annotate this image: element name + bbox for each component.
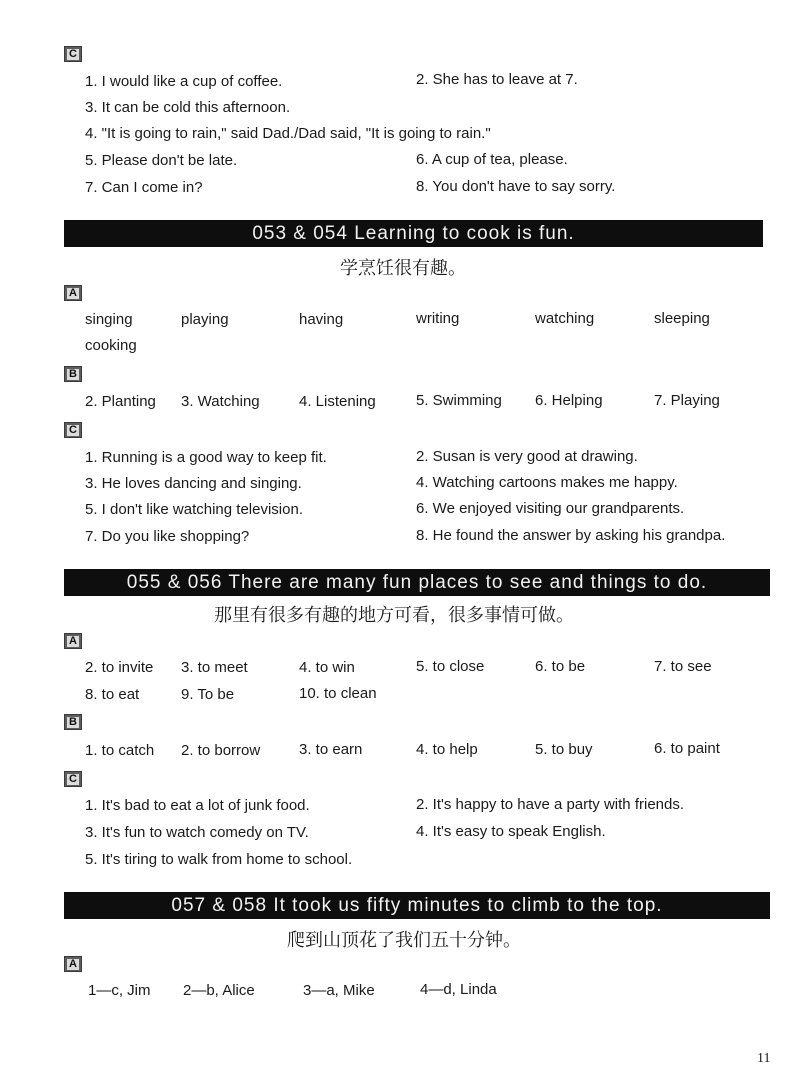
- answer-item: 2—b, Alice: [183, 982, 255, 999]
- answer-item: 3. It can be cold this afternoon.: [85, 99, 291, 116]
- answer-item: 2. Planting: [85, 393, 156, 410]
- answer-item: 9. To be: [181, 686, 235, 703]
- section-b-badge: B: [64, 366, 82, 382]
- answer-item: 10. to clean: [299, 685, 377, 702]
- section-c-badge: C: [64, 46, 82, 62]
- answer-item: 5. Swimming: [416, 392, 502, 409]
- section-title-banner: 055 & 056 There are many fun places to see and things to do.: [64, 569, 770, 596]
- answer-item: 5. I don't like watching television.: [85, 501, 303, 518]
- answer-item: 2. to borrow: [181, 742, 261, 759]
- answer-item: 8. He found the answer by asking his grandpa.: [416, 527, 726, 544]
- answer-item: 5. It's tiring to walk from home to school.: [85, 851, 353, 868]
- section-a-badge: A: [64, 956, 82, 972]
- answer-item: 3. to earn: [299, 741, 363, 758]
- answer-item: 6. to paint: [654, 740, 720, 757]
- answer-item: 4—d, Linda: [420, 981, 497, 998]
- answer-item: 5. to close: [416, 658, 485, 675]
- section-title-banner: 057 & 058 It took us fifty minutes to climb to the top.: [64, 892, 770, 919]
- answer-item: 2. Susan is very good at drawing.: [416, 448, 638, 465]
- answer-item: 6. to be: [535, 658, 586, 675]
- answer-item: watching: [535, 310, 595, 327]
- answer-item: playing: [181, 311, 229, 328]
- answer-item: 4. It's easy to speak English.: [416, 823, 606, 840]
- answer-item: 4. Watching cartoons makes me happy.: [416, 474, 678, 491]
- answer-item: 4. Listening: [299, 393, 376, 410]
- section-a-badge: A: [64, 633, 82, 649]
- section-subtitle: 学烹饪很有趣。: [340, 258, 466, 278]
- section-b-badge: B: [64, 714, 82, 730]
- answer-item: 2. to invite: [85, 659, 154, 676]
- answer-item: 1. I would like a cup of coffee.: [85, 73, 283, 90]
- answer-item: 7. Do you like shopping?: [85, 528, 250, 545]
- answer-item: singing: [85, 311, 133, 328]
- answer-item: 7. to see: [654, 658, 712, 675]
- answer-item: 8. to eat: [85, 686, 140, 703]
- answer-item: writing: [416, 310, 460, 327]
- answer-item: 4. to win: [299, 659, 355, 676]
- answer-item: 3. to meet: [181, 659, 248, 676]
- answer-item: 4. "It is going to rain," said Dad./Dad said, "It is going to rain.": [85, 125, 491, 142]
- section-subtitle: 那里有很多有趣的地方可看，很多事情可做。: [214, 605, 574, 625]
- section-title-banner: 053 & 054 Learning to cook is fun.: [64, 220, 763, 247]
- answer-item: sleeping: [654, 310, 710, 327]
- answer-item: 3. He loves dancing and singing.: [85, 475, 302, 492]
- answer-item: 1—c, Jim: [88, 982, 151, 999]
- answer-item: 3. It's fun to watch comedy on TV.: [85, 824, 309, 841]
- answer-item: 5. to buy: [535, 741, 593, 758]
- answer-item: 1. to catch: [85, 742, 155, 759]
- answer-item: 6. We enjoyed visiting our grandparents.: [416, 500, 685, 517]
- answer-item: 4. to help: [416, 741, 478, 758]
- answer-item: 7. Playing: [654, 392, 720, 409]
- answer-item: 8. You don't have to say sorry.: [416, 178, 616, 195]
- answer-item: having: [299, 311, 344, 328]
- answer-item: 6. Helping: [535, 392, 603, 409]
- answer-item: 5. Please don't be late.: [85, 152, 238, 169]
- section-a-badge: A: [64, 285, 82, 301]
- answer-item: 3—a, Mike: [303, 982, 375, 999]
- answer-item: 2. It's happy to have a party with friends.: [416, 796, 685, 813]
- section-subtitle: 爬到山顶花了我们五十分钟。: [287, 930, 521, 950]
- answer-item: 7. Can I come in?: [85, 179, 203, 196]
- answer-item: 1. Running is a good way to keep fit.: [85, 449, 327, 466]
- answer-item: 2. She has to leave at 7.: [416, 71, 578, 88]
- answer-item: 3. Watching: [181, 393, 260, 410]
- page-number: 11: [757, 1051, 771, 1066]
- answer-item: cooking: [85, 337, 137, 354]
- answer-item: 1. It's bad to eat a lot of junk food.: [85, 797, 310, 814]
- answer-item: 6. A cup of tea, please.: [416, 151, 568, 168]
- section-c-badge: C: [64, 771, 82, 787]
- section-c-badge: C: [64, 422, 82, 438]
